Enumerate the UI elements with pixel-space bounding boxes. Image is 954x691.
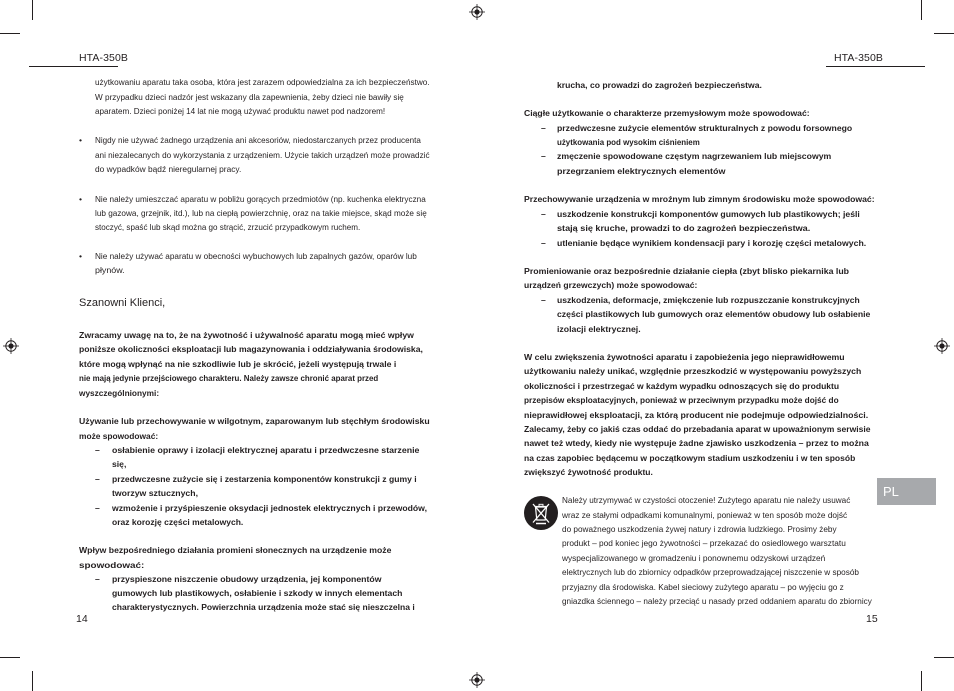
dash-icon: – [541, 151, 546, 161]
dash-icon: – [541, 238, 546, 248]
paragraph-line: W przypadku dzieci nadzór jest wskazany dla zapewnienia, żeby dzieci nie bawiły się [95, 92, 404, 102]
environment-line: wyspecjalizowanego w gromadzeniu i ponownemu odzyskowi urządzeń [562, 553, 826, 563]
bullet-line: Nie należy umieszczać aparatu w pobliżu gorących przedmiotów (np. kuchenka elektryczna [95, 194, 426, 204]
dash-icon: – [95, 445, 100, 455]
environment-line: wraz ze stałymi odpadkami komunalnymi, ponieważ w ten sposób może dojść [562, 510, 848, 520]
list-line: przedwczesne zużycie się i zestarzenia komponentów konstrukcji z gumy i [112, 474, 417, 484]
final-line: nieprawidłowej eksploatacji, za którą producent nie podejmuje odpowiedzialności. [524, 410, 869, 420]
list-line: wzmożenie i przyśpieszenie oksydacji jednostek elektrycznych i przewodów, [112, 503, 427, 513]
section-heading: urządzeń grzewczych) może spowodować: [524, 280, 698, 290]
dash-icon: – [95, 503, 100, 513]
section-heading: Używanie lub przechowywanie w wilgotnym, zaparowanym lub stęchłym środowisku [79, 416, 430, 426]
crop-mark [32, 671, 33, 691]
list-line: się, [112, 459, 127, 469]
list-line: utlenianie będące wynikiem kondensacji pary i korozję części metalowych. [557, 238, 867, 248]
environment-line: elektrycznych lub do zbiornicy odpadków przeprowadzającej niszczenie w sposób [562, 567, 859, 577]
paragraph-line: aparatem. Dzieci poniżej 14 lat nie mogą używać produktu nawet pod nadzorem! [95, 106, 386, 116]
bullet-line: lub gazowa, grzejnik, itd.), lub na ciepłą powierzchnię, oraz na takie miejsce, skąd może się [95, 208, 427, 218]
intro-line: nie mają jedynie przejściowego charakteru. Należy zawsze chronić aparat przed [79, 373, 379, 383]
environment-line: Należy utrzymywać w czystości otoczenie! Zużytego aparatu nie należy usuwać [562, 495, 851, 505]
final-line: okoliczności i przestrzegać w każdym wypadku odnoszących się do produktu [524, 381, 840, 391]
crop-mark [921, 671, 922, 691]
section-heading: Wpływ bezpośredniego działania promieni słonecznych na urządzenie może [79, 545, 392, 555]
header-rule-right [826, 66, 925, 67]
registration-mark-icon [3, 338, 19, 354]
list-line: zmęczenie spowodowane częstym nagrzewaniem lub miejscowym [557, 151, 832, 161]
crossed-bin-icon [524, 496, 558, 530]
dash-icon: – [541, 123, 546, 133]
dash-icon: – [95, 474, 100, 484]
intro-line: poniższe okoliczności eksploatacji lub magazynowania i oddziaływania środowiska, [79, 344, 423, 354]
list-line: uszkodzenie konstrukcji komponentów gumowych lub plastikowych; jeśli [557, 209, 860, 219]
intro-line: które mogą wpłynąć na nie szkodliwie lub je skrócić, jeżeli występują trwale i [79, 359, 397, 369]
section-heading: spowodować: [79, 560, 145, 570]
intro-line: wyszczególnionymi: [79, 388, 160, 398]
dash-icon: – [541, 295, 546, 305]
list-line: przegrzaniem elektrycznych elementów [557, 166, 726, 176]
list-line: krucha, co prowadzi do zagrożeń bezpieczeństwa. [557, 80, 762, 90]
bullet-icon: • [79, 135, 83, 145]
intro-line: Zwracamy uwagę na to, że na żywotność i używalność aparatu mogą mieć wpływ [79, 330, 414, 340]
language-tab [877, 478, 936, 505]
final-line: użytkowaniu należy unikać, względnie przeszkodzić w występowaniu powyższych [524, 366, 862, 376]
header-rule-left [29, 66, 118, 67]
language-tab-label: PL [883, 484, 899, 499]
crop-mark [934, 33, 954, 34]
bullet-line: płynów. [95, 265, 125, 275]
bullet-icon: • [79, 251, 83, 261]
final-line: przepisów eksploatacyjnych, ponieważ w przeciwnym przypadku może dojść do [524, 395, 839, 405]
final-line: W celu zwiększenia żywotności aparatu i zapobieżenia jego nieprawidłowemu [524, 352, 845, 362]
greeting: Szanowni Klienci, [79, 297, 166, 309]
bullet-line: Nigdy nie używać żadnego urządzenia ani akcesoriów, niedostarczanych przez producenta [95, 135, 421, 145]
bullet-icon: • [79, 194, 83, 204]
bullet-line: do wypadków bądź nieregularnej pracy. [95, 164, 242, 174]
list-line: części plastikowych lub gumowych oraz elementów obudowy lub osłabienie [557, 309, 871, 319]
crop-mark [921, 0, 922, 20]
list-line: oraz korozję części metalowych. [112, 517, 244, 527]
registration-mark-icon [469, 4, 485, 20]
list-line: przyspieszone niszczenie obudowy urządzenia, jej komponentów [112, 574, 382, 584]
bullet-line: Nie należy używać aparatu w obecności wybuchowych lub zapalnych gazów, oparów lub [95, 251, 417, 261]
final-line: na czas zapobiec będącemu w początkowym stadium uszkodzeniu i w ten sposób [524, 453, 856, 463]
paragraph-line: użytkowaniu aparatu taka osoba, która jest zarazem odpowiedzialna za ich bezpieczeństwo. [95, 77, 430, 87]
page-number-left: 14 [76, 613, 88, 625]
section-heading: Promieniowanie oraz bezpośrednie działanie ciepła (zbyt blisko piekarnika lub [524, 266, 850, 276]
crop-mark [0, 657, 20, 658]
dash-icon: – [95, 574, 100, 584]
list-line: izolacji elektrycznej. [557, 324, 641, 334]
list-line: przedwczesne zużycie elementów strukturalnych z powodu forsownego [557, 123, 853, 133]
list-line: charakterystycznych. Powierzchnia urządzenia może stać się nieszczelna i [112, 602, 415, 612]
bullet-line: ani niezalecanych do wykorzystania z urządzeniem. Użycie takich urządzeń może prowadzić [95, 150, 430, 160]
list-line: uszkodzenia, deformacje, zmiękczenie lub rozpuszczanie konstrukcyjnych [557, 295, 860, 305]
list-line: tworzyw sztucznych, [112, 488, 198, 498]
environment-line: produkt – pod koniec jego żywotności – przekazać do osiedlowego warsztatu [562, 538, 846, 548]
final-line: nawet też wtedy, kiedy nie występuje żadne zjawisko uszkodzenia – przez to można [524, 438, 869, 448]
dash-icon: – [541, 209, 546, 219]
page-number-right: 15 [866, 613, 878, 625]
environment-line: gniazdka ściennego – należy przeciąć u nasady przed oddaniem aparatu do zbiornicy [562, 596, 872, 606]
final-line: zwiększyć żywotność produktu. [524, 467, 653, 477]
list-line: użytkowania pod wysokim ciśnieniem [557, 137, 700, 147]
section-heading: może spowodować: [79, 431, 159, 441]
list-line: osłabienie oprawy i izolacji elektrycznej aparatu i przedwczesne starzenie [112, 445, 420, 455]
model-label-right: HTA-350B [834, 52, 884, 64]
crop-mark [32, 0, 33, 20]
list-line: stają się kruche, prowadzi to do zagrożeń bezpieczeństwa. [557, 223, 811, 233]
environment-line: przyjazny dla środowiska. Kabel sieciowy zużytego aparatu – po wyjęciu go z [562, 582, 844, 592]
environment-line: do poważnego uszkodzenia żywej natury i zdrowia ludzkiego. Prosimy żeby [562, 524, 837, 534]
list-line: gumowych lub plastikowych, osłabienie i szkody w innych elementach [112, 588, 403, 598]
registration-mark-icon [934, 338, 950, 354]
bullet-line: stoczyć, spaść lub skąd można go strącić, zrzucić przypadkowym ruchem. [95, 222, 361, 232]
crop-mark [934, 657, 954, 658]
section-heading: Przechowywanie urządzenia w mroźnym lub zimnym środowisku może spowodować: [524, 194, 875, 204]
registration-mark-icon [469, 672, 485, 688]
section-heading: Ciągłe użytkowanie o charakterze przemysłowym może spowodować: [524, 108, 810, 118]
model-label-left: HTA-350B [79, 52, 129, 64]
final-line: Zalecamy, żeby co jakiś czas oddać do przebadania aparat w upoważnionym serwisie [524, 424, 871, 434]
crop-mark [0, 33, 20, 34]
